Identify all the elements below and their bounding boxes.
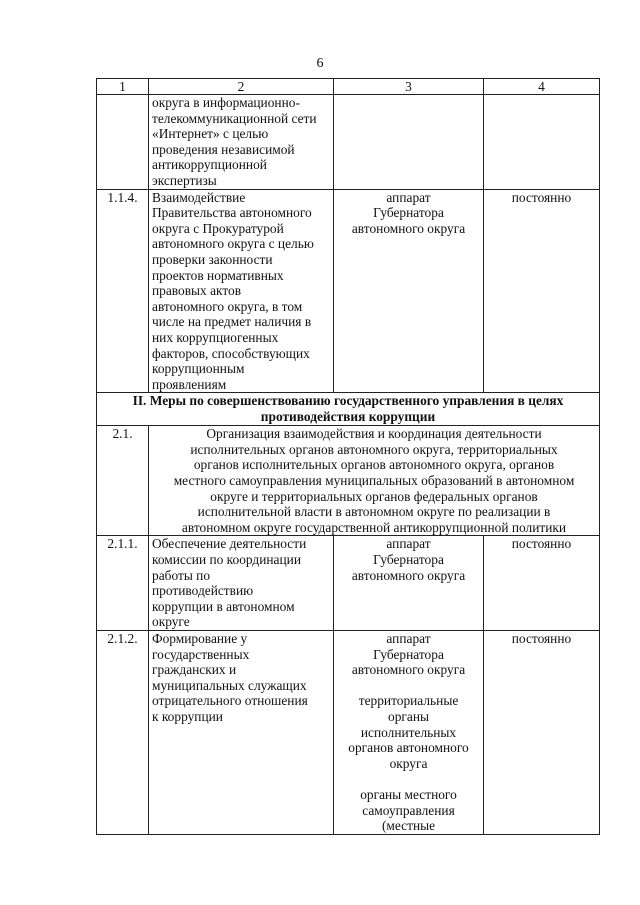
- deadline-text: постоянно: [484, 536, 600, 631]
- table-row: [97, 426, 600, 536]
- table-row: [97, 189, 600, 393]
- column-header-1: 1: [97, 79, 149, 95]
- row-number: 2.1.1.: [97, 536, 149, 631]
- measure-text: Организация взаимодействия и координация деятельности исполнительных органов автономного округа, территориальных органов исполнительных органов автономного округа, органов местного самоуправления муниципальных образований в автономном округе и территориальных органов федеральных органов исполнительной власти в автономном округе по реализации в автономном округе государственной антикоррупционной политики: [149, 426, 600, 536]
- table-row: [97, 536, 600, 631]
- table-row: [97, 95, 600, 190]
- row-number: [97, 95, 149, 190]
- deadline-text: постоянно: [484, 631, 600, 835]
- row-number: 2.1.: [97, 426, 149, 536]
- measures-table: [96, 78, 600, 835]
- column-header-3: 3: [334, 79, 484, 95]
- measure-text: Взаимодействие Правительства автономного округа с Прокуратурой автономного округа с целью проверки законности проектов нормативных правовых актов автономного округа, в том числе на предмет наличия в них коррупциогенных факторов, способствующих коррупционным проявлениям: [149, 189, 334, 393]
- measure-text: округа в информационно- телекоммуникационной сети «Интернет» с целью проведения независимой антикоррупционной экспертизы: [149, 95, 334, 190]
- measure-text: Формирование у государственных гражданских и муниципальных служащих отрицательного отношения к коррупции: [149, 631, 334, 835]
- table-header-row: [97, 79, 600, 95]
- column-header-4: 4: [484, 79, 600, 95]
- table-row: [97, 631, 600, 835]
- section-row: [97, 393, 600, 426]
- row-number: 1.1.4.: [97, 189, 149, 393]
- deadline-text: [484, 95, 600, 190]
- page-number: 6: [316, 56, 324, 71]
- row-number: 2.1.2.: [97, 631, 149, 835]
- deadline-text: постоянно: [484, 189, 600, 393]
- executor-text: аппарат Губернатора автономного округа: [334, 189, 484, 393]
- measure-text: Обеспечение деятельности комиссии по координации работы по противодействию коррупции в автономном округе: [149, 536, 334, 631]
- executor-text: аппарат Губернатора автономного округа: [334, 536, 484, 631]
- executor-text: [334, 95, 484, 190]
- executor-text: аппарат Губернатора автономного округа территориальные органы исполнительных органов автономного округа органы местного самоуправления (местные: [334, 631, 484, 835]
- section-title: II. Меры по совершенствованию государственного управления в целях противодействия коррупции: [97, 393, 600, 426]
- column-header-2: 2: [149, 79, 334, 95]
